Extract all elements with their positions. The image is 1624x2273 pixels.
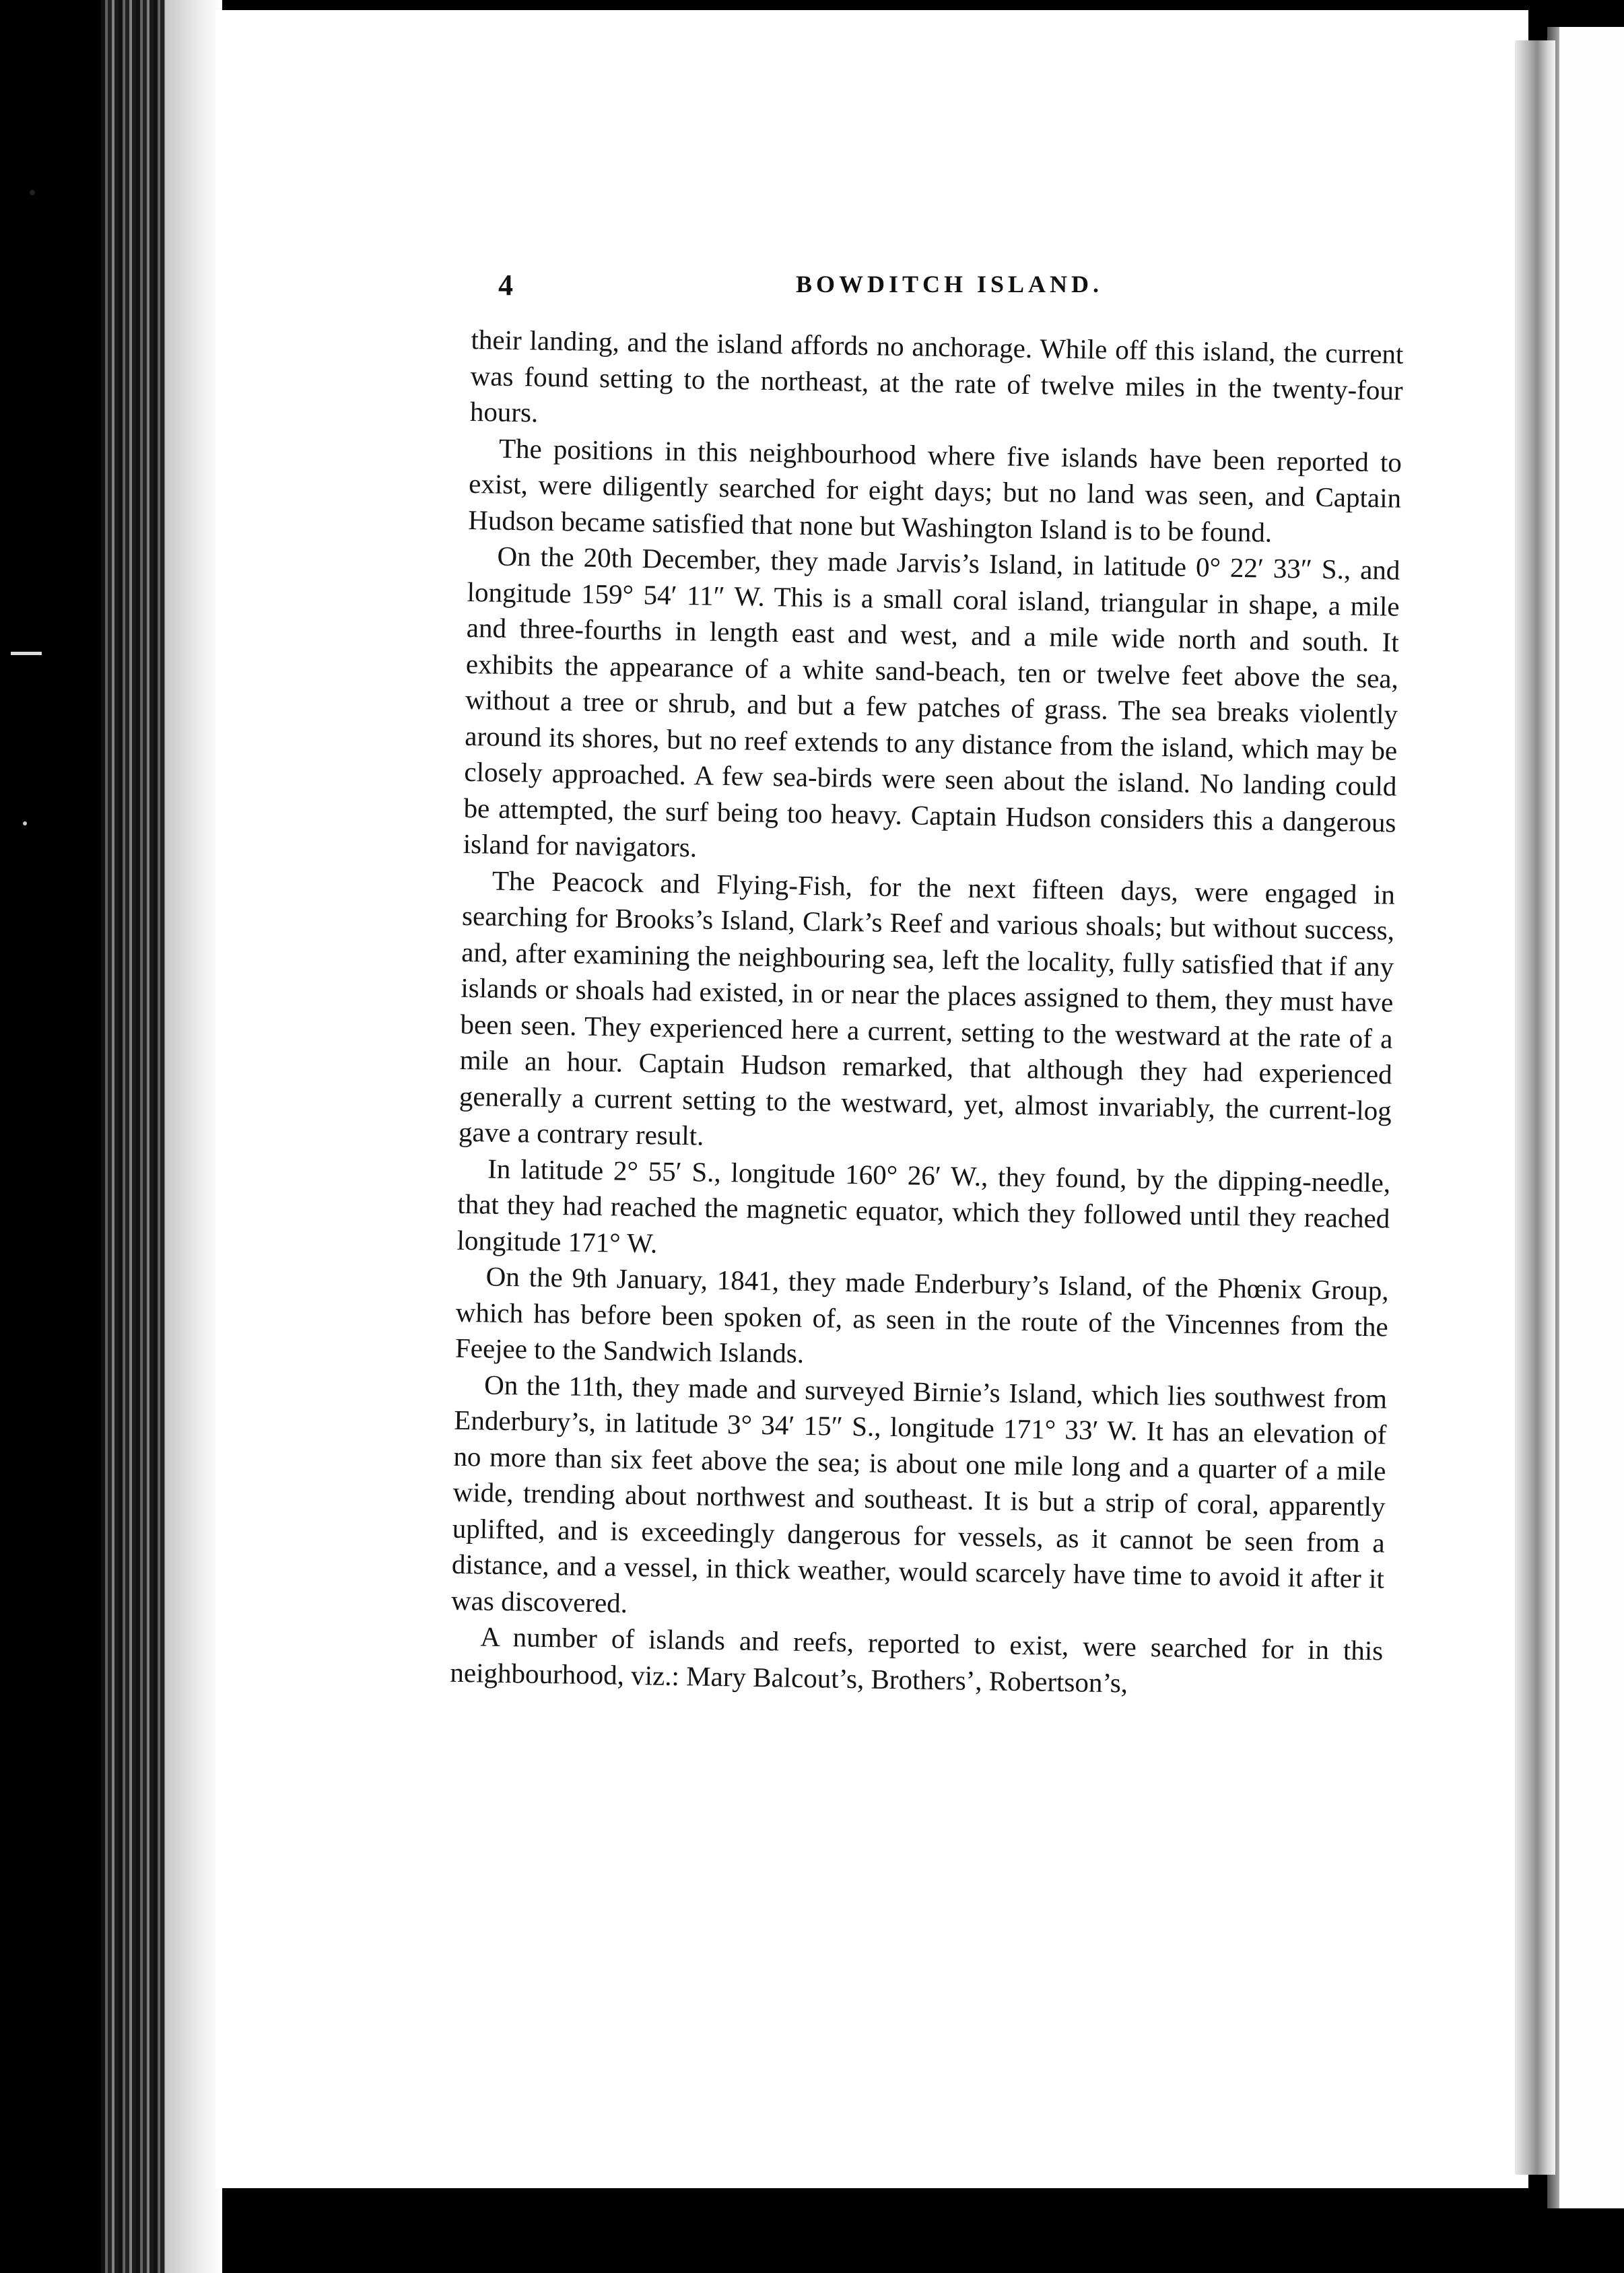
paragraph: The Peacock and Flying-Fish, for the next fifteen days, were engaged in searching for Brooks’s Island, Clark’s Reef and various shoals; but without success, and, after examining the neighbouring sea, left the locality, fully satisfied that if any islands or shoals had existed, in or near the places assigned to them, they must have been seen. They experienced here a current, setting to the westward at the rate of a mile an hour. Captain Hudson remarked, that although they had experienced generally a current setting to the westward, yet, almost invariably, the current-log gave a contrary result.: [458, 864, 1396, 1151]
scan-speck: [23, 821, 27, 825]
page-header: [498, 268, 1400, 308]
page-number: 4: [498, 269, 513, 302]
paragraph: In latitude 2° 55′ S., longitude 160° 26′ W., they found, by the dipping-needle, that they had reached the magnetic equator, which they followed until they reached longitude 171° W.: [456, 1153, 1391, 1259]
page-curl-edge: [1515, 40, 1555, 2175]
paragraph: their landing, and the island affords no anchorage. While off this island, the current was found setting to the northeast, at the rate of twelve miles in the twenty-four hours.: [469, 323, 1404, 428]
paragraph: A number of islands and reefs, reported to exist, were searched for in this neighbourhood, viz.: Mary Balcout’s, Brothers’, Robertson’s,: [450, 1621, 1384, 1699]
paragraph: On the 11th, they made and surveyed Birnie’s Island, which lies southwest from Enderbury’s, in latitude 3° 34′ 15″ S., longitude 171° 33′ W. It has an elevation of no more than six feet above the sea; is about one mile long and a quarter of a mile wide, trending about northwest and southeast. It is but a strip of coral, apparently uplifted, and is exceedingly dangerous for vessels, as it cannot be seen from a distance, and a vessel, in thick weather, would scarcely have time to avoid it after it was discovered.: [450, 1368, 1388, 1619]
scan-speck: [11, 652, 42, 655]
gutter-shading: [165, 0, 222, 2273]
paragraph: On the 20th December, they made Jarvis’s Island, in latitude 0° 22′ 33″ S., and longitude 159° 54′ 11″ W. This is a small coral island, triangular in shape, a mile and three-fourths in length east and west, and a mile wide north and south. It exhibits the appearance of a white sand-beach, ten or twelve feet above the sea, without a tree or shrub, and but a few patches of grass. The sea breaks violently around its shores, but no reef extends to any distance from the island, which may be closely approached. A few sea-birds were seen about the island. No landing could be attempted, the surf being too heavy. Captain Hudson considers this a dangerous island for navigators.: [463, 540, 1400, 863]
scan-speck: [30, 190, 35, 195]
paragraph: On the 9th January, 1841, they made Enderbury’s Island, of the Phœnix Group, which has before been spoken of, as seen in the route of the Vincennes from the Feejee to the Sandwich Islands.: [454, 1260, 1389, 1369]
paragraph: The positions in this neighbourhood where five islands have been reported to exist, were diligently searched for eight days; but no land was seen, and Captain Hudson became satisfied that none but Washington Island is to be found.: [468, 432, 1402, 548]
running-title: BOWDITCH ISLAND.: [795, 271, 1104, 298]
body-text: [450, 322, 1404, 1705]
next-page-edge: [1555, 27, 1624, 2208]
